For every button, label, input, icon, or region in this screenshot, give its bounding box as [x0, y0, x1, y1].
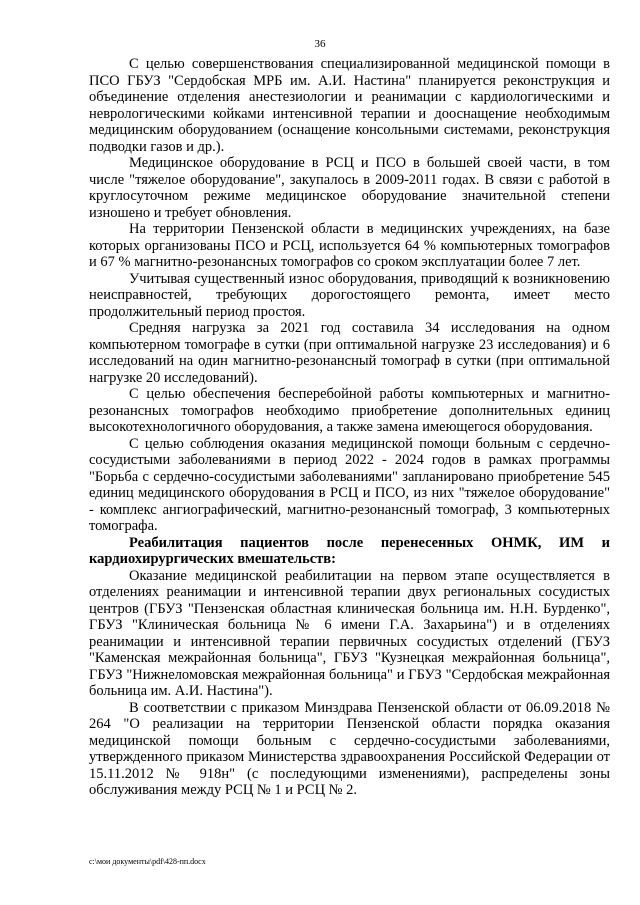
paragraph-rehabilitation-stage-one: Оказание медицинской реабилитации на первом этапе осуществляется в отделениях реанимации и интенсивной терапии двух региональных сосудистых центров (ГБУЗ "Пензенская областная клиническая больница им. Н.Н. Бурденко", ГБУЗ "Клиническая больница № 6 имени Г.А. Захарьина") и в отделениях реанимации и интенсивной терапии первичных сосудистых отделений (ГБУЗ "Каменская межрайонная больница", ГБУЗ "Кузнецкая межрайонная больница", ГБУЗ "Нижнеломовская межрайонная больница" и ГБУЗ "Сердобская межрайонная больница им. А.И. Настина").: [89, 567, 610, 699]
footer-file-path: c:\мои документы\pdf\428-пп.docx: [89, 857, 206, 866]
page-number: 36: [314, 38, 326, 50]
paragraph-tomograph-age: На территории Пензенской области в медицинских учреждениях, на базе которых организованы ПСО и РСЦ, используется 64 % компьютерных томографов и 67 % магнитно-резонансных томографов со сроком эксплуатации более 7 лет.: [89, 221, 610, 270]
paragraph-pso-reconstruction: С целью совершенствования специализированной медицинской помощи в ПСО ГБУЗ "Сердобская МРБ им. А.И. Настина" планируется реконструкция и объединение отделения анестезиологии и реанимации с кардиологическими и неврологическими койками интенсивной терапии и дооснащение необходимым медицинским оборудованием (оснащение консольными системами, реконструкция подводки газов и др.).: [89, 56, 610, 155]
paragraph-equipment-purchase: С целью соблюдения оказания медицинской помощи больным с сердечно-сосудистыми заболеваниями в период 2022 - 2024 годов в рамках программы "Борьба с сердечно-сосудистыми заболеваниями" запланировано приобретение 545 единиц медицинского оборудования в РСЦ и ПСО, из них "тяжелое оборудование" - комплекс ангиографический, магнитно-резонансный томограф, 3 компьютерных томографа.: [89, 435, 610, 534]
paragraph-average-load: Средняя нагрузка за 2021 год составила 34 исследования на одном компьютерном томографе в сутки (при оптимальной нагрузке 23 исследования) и 6 исследований на один магнитно-резонансный томограф в сутки (при оптимальной нагрузке 20 исследований).: [89, 320, 610, 386]
paragraph-additional-units: С целью обеспечения бесперебойной работы компьютерных и магнитно-резонансных томографов необходимо приобретение дополнительных единиц высокотехнологичного оборудования, а также замена имеющегося оборудования.: [89, 386, 610, 435]
paragraph-service-zones: В соответствии с приказом Минздрава Пензенской области от 06.09.2018 № 264 "О реализации на территории Пензенской области порядка оказания медицинской помощи больным с сердечно-сосудистыми заболеваниями, утвержденного приказом Министерства здравоохранения Российской Федерации от 15.11.2012 № 918н" (с последующими изменениями), распределены зоны обслуживания между РСЦ № 1 и РСЦ № 2.: [89, 699, 610, 798]
document-body: [89, 56, 610, 799]
paragraph-equipment-wear: Медицинское оборудование в РСЦ и ПСО в большей своей части, в том числе "тяжелое оборудование", закупалось в 2009-2011 годах. В связи с работой в круглосуточном режиме медицинское оборудование значительной степени изношено и требует обновления.: [89, 155, 610, 221]
paragraph-downtime: Учитывая существенный износ оборудования, приводящий к возникновению неисправностей, требующих дорогостоящего ремонта, имеет место продолжительный период простоя.: [89, 270, 610, 320]
section-heading-rehabilitation: Реабилитация пациентов после перенесенных ОНМК, ИМ и кардиохирургических вмешательств:: [89, 534, 610, 567]
